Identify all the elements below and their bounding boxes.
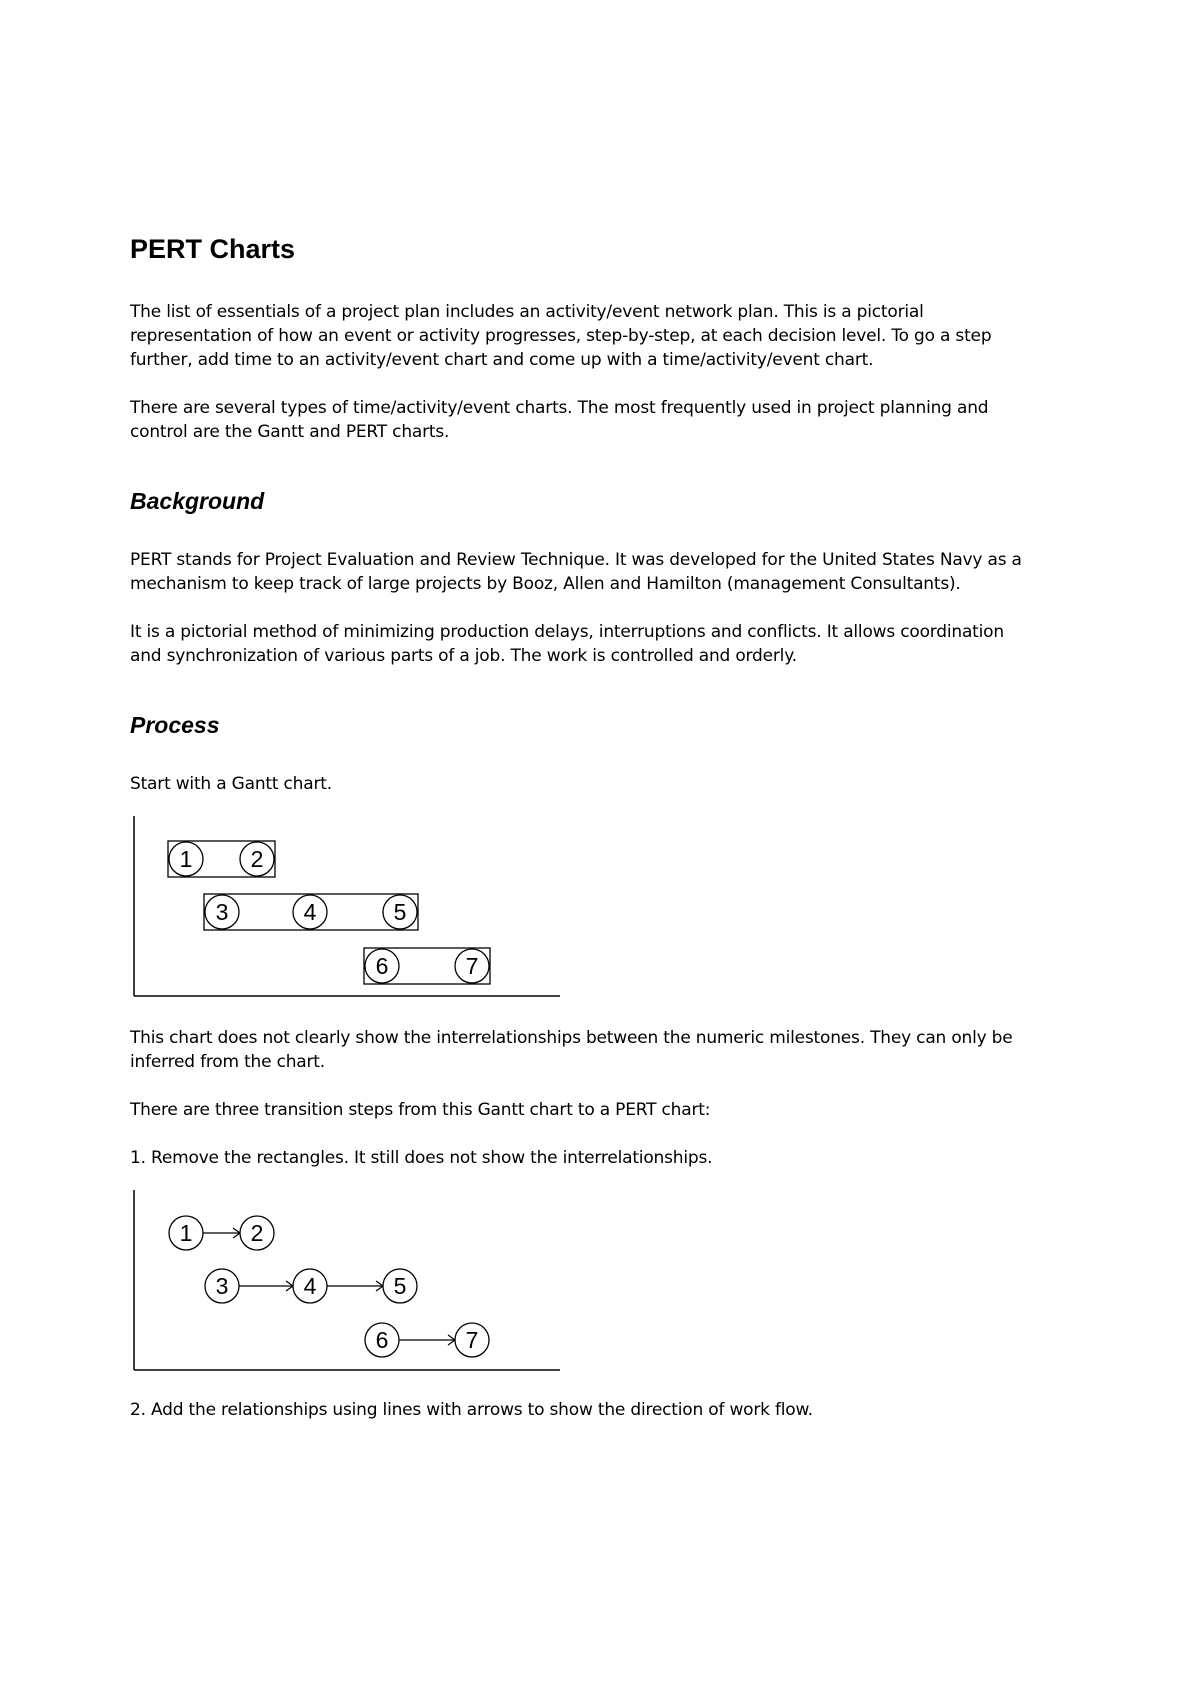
background-paragraph-2: It is a pictorial method of minimizing production delays, interruptions and conflicts. It allows coordination and synchronization of various parts of a job. The work is controlled and orderly. [130, 622, 1004, 666]
transition-step-2: 2. Add the relationships using lines with arrows to show the direction of work flow. [130, 1400, 813, 1420]
milestone-label: 4 [303, 899, 317, 925]
transition-intro: There are three transition steps from this Gantt chart to a PERT chart: [130, 1100, 711, 1120]
milestone-label: 7 [465, 1327, 479, 1353]
milestone-label: 6 [375, 1327, 389, 1353]
milestone-label: 7 [465, 953, 479, 979]
milestone-label: 5 [393, 1273, 407, 1299]
milestone-label: 5 [393, 899, 407, 925]
after-gantt-paragraph: This chart does not clearly show the interrelationships between the numeric milestones. They can only be inferred from the chart. [130, 1028, 1013, 1072]
milestone-label: 2 [250, 1220, 264, 1246]
milestone-label: 6 [375, 953, 389, 979]
milestone-label: 3 [215, 899, 229, 925]
milestone-label: 1 [179, 1220, 193, 1246]
page-title: PERT Charts [130, 234, 296, 264]
milestone-label: 1 [179, 846, 193, 872]
intro-paragraph-2: There are several types of time/activity/event charts. The most frequently used in project planning and control are the Gantt and PERT charts. [130, 398, 989, 442]
background-paragraph-1: PERT stands for Project Evaluation and Review Technique. It was developed for the United States Navy as a mechanism to keep track of large projects by Booz, Allen and Hamilton (management Consultants). [130, 550, 1022, 594]
process-heading: Process [130, 712, 220, 738]
milestone-label: 4 [303, 1273, 317, 1299]
intro-paragraph-1: The list of essentials of a project plan includes an activity/event network plan. This is a pictorial representation of how an event or activity progresses, step-by-step, at each decision level. To go a step further, add time to an activity/event chart and come up with a time/activity/event chart. [130, 302, 992, 370]
milestone-label: 2 [250, 846, 264, 872]
process-step-intro: Start with a Gantt chart. [130, 774, 332, 794]
milestone-arrows-diagram [120, 1190, 570, 1376]
milestone-label: 3 [215, 1273, 229, 1299]
background-heading: Background [130, 488, 265, 514]
transition-step-1: 1. Remove the rectangles. It still does not show the interrelationships. [130, 1148, 713, 1168]
gantt-chart-diagram [120, 816, 570, 1002]
